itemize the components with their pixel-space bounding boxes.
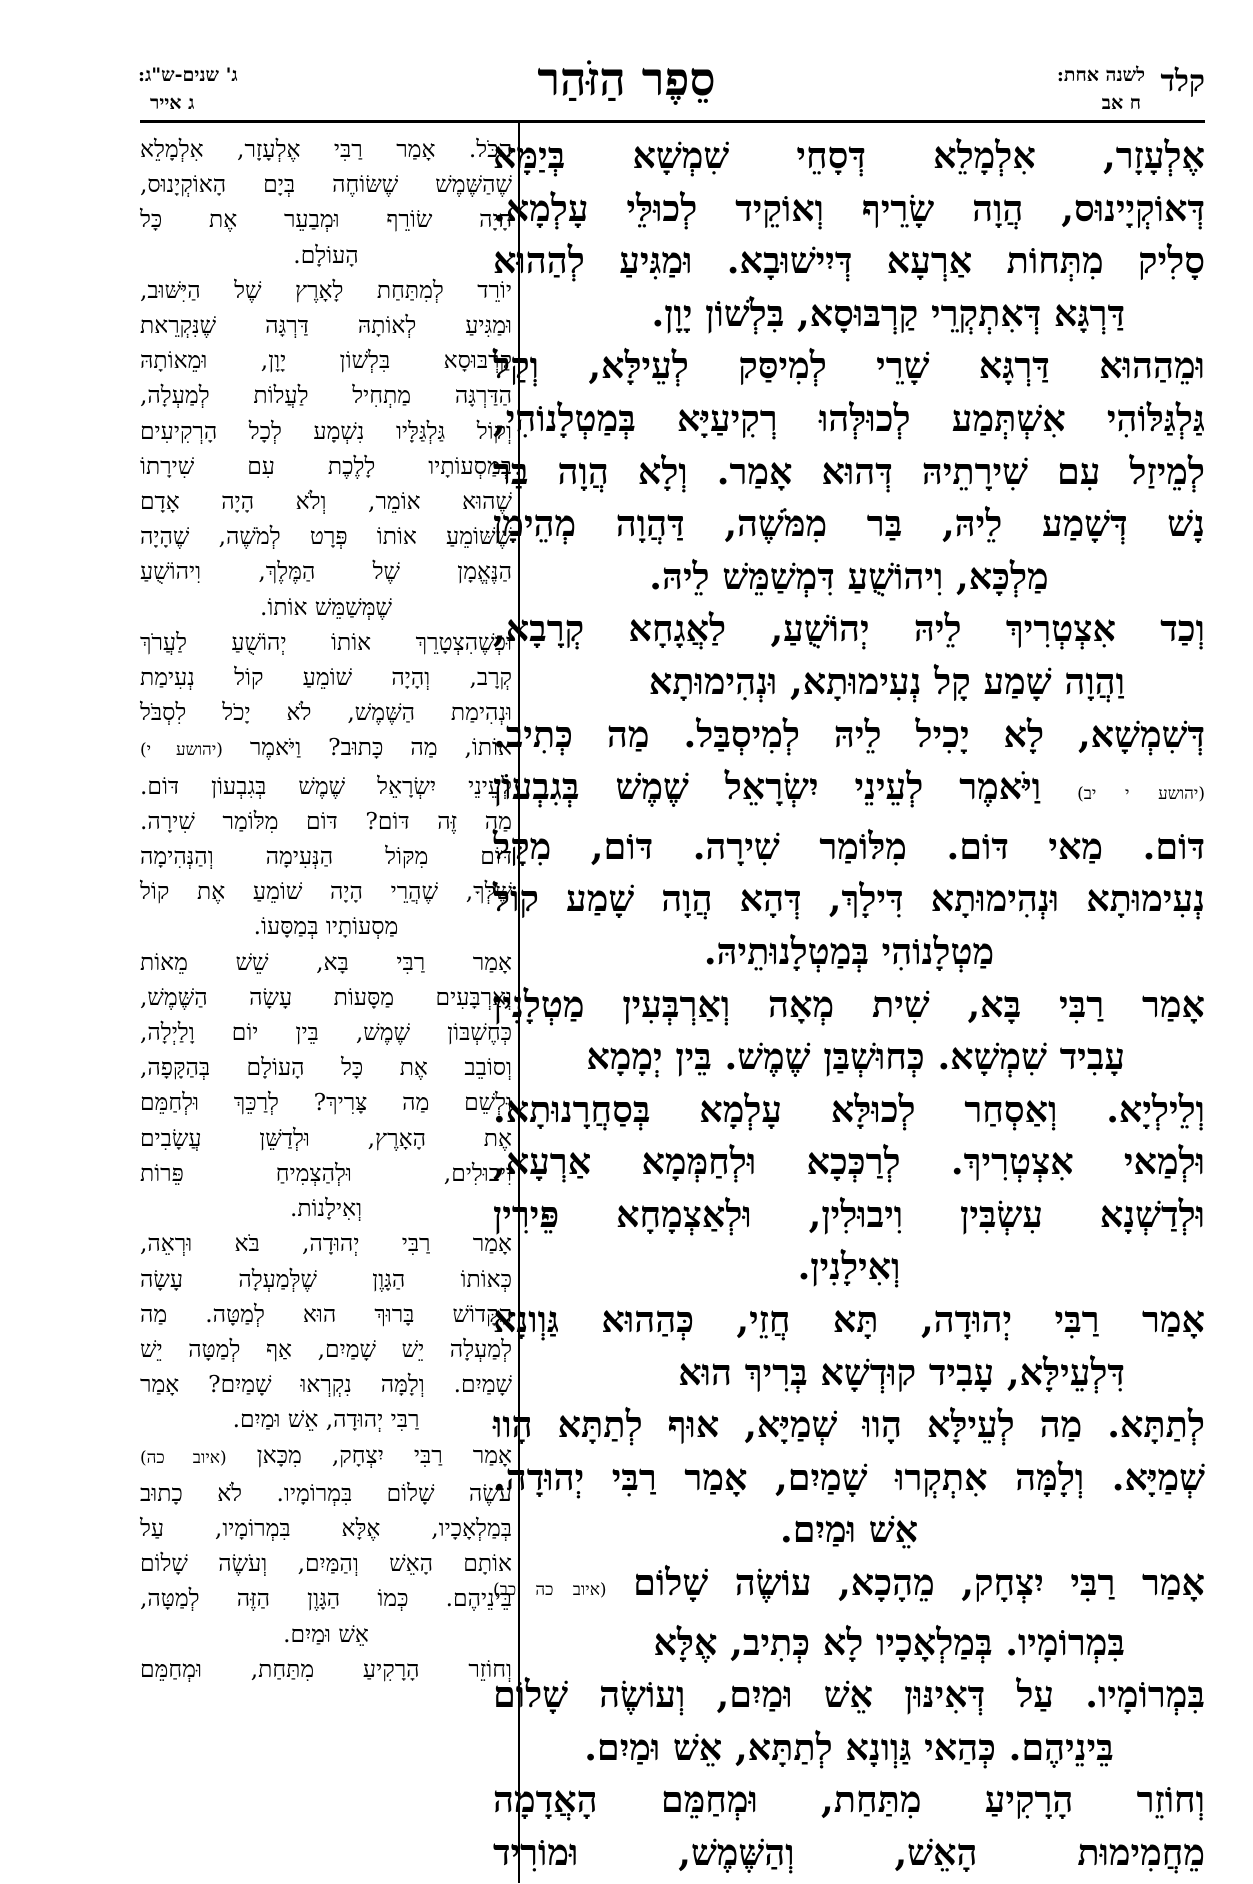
main-line: וּלְדַשְׁנָא עִשְׂבִּין וִיבוּלִין, וּלְאַצְמָחָא פֵּירִין [493, 1192, 1205, 1236]
side-line: יוֹרֵד לְמִתַּחַת לָאָרֶץ שֶׁל הַיִּשּׁוּב, [140, 276, 512, 304]
main-line: וּמֵהַהוּא דַּרְגָּא שָׁרֵי לְמִיסַּק לְעֵילָּא, וְקַל [493, 344, 1205, 388]
main-line: מַלְכָּא, וִיהוֹשֻׁעַ דִּמְשַׁמֵּשׁ לֵיהּ. [649, 554, 1049, 598]
side-line: שָׁמַיִם. וְלָמָּה נִקְרְאוּ שָׁמַיִם? אָמַר [140, 1371, 512, 1399]
side-line: כְּחֶשְׁבּוֹן שֶׁמֶשׁ, בֵּין יוֹם וָלַיְלָה, [140, 1019, 512, 1047]
side-line: קַרְבּוּסָא בִּלְשׁוֹן יָוָן, וּמֵאוֹתָהּ [140, 347, 512, 375]
side-line: וְסוֹבֵב אֶת כָּל הָעוֹלָם בְּהַקָּפָה, [140, 1054, 512, 1082]
side-line: שֶׁמְּשַׁמֵּשׁ אוֹתוֹ. [259, 593, 393, 621]
header-right-line1: לשנה אחת: [1056, 64, 1145, 86]
header-rule [140, 120, 1205, 123]
side-line: שֶׁהַשֶּׁמֶשׁ שֶׁשּׂוֹחֶה בְּיָם הָאוֹקְיָנוּס, [140, 171, 512, 199]
header-left-line2: ג אייר [150, 92, 195, 114]
main-line: מֵחֲמִימוּת הָאֵשׁ, וְהַשֶּׁמֶשׁ, וּמוֹרִיד [493, 1831, 1205, 1874]
main-line-with-ref [493, 1557, 1205, 1617]
side-line: בְּמַסְעוֹתָיו לָלֶכֶת עִם שִׁירָתוֹ [140, 452, 512, 480]
side-line: וִיבוּלִים, וּלְהַצְמִיחַ פֵּרוֹת [140, 1159, 512, 1187]
side-line: לְמַעְלָה יֵשׁ שָׁמַיִם, אַף לְמַטָּה יֵשׁ [140, 1335, 512, 1363]
main-line: אֵשׁ וּמַיִם. [779, 1508, 918, 1552]
main-line: דְּשִׁמְשָׁא, לָא יָכִיל לֵיהּ לְמִיסְבַּל. מַה כְּתִיב. [493, 712, 1205, 756]
main-line: וְאִילָנִין. [797, 1245, 901, 1289]
side-line: הָיָה שׂוֹרֵף וּמְבַעֵר אֶת כָּל [140, 206, 512, 234]
side-line-with-ref [140, 1438, 512, 1476]
side-line: וּנְהִימַת הַשֶּׁמֶשׁ, לֹא יָכֹל לִסְבֹּל [140, 699, 512, 727]
side-line: וְקוֹל גַּלְגַּלָּיו נִשְׁמָע לְכָל הָרְקִיעִים [140, 417, 512, 445]
side-line: אוֹתָם הָאֵשׁ וְהַמַּיִם, וְעֹשֶׂה שָׁלוֹם [140, 1550, 512, 1578]
main-line: דְּאוֹקְיָינוּס, הֲוָה שָׂרֵיף וְאוֹקֵיד לְכוּלֵּי עָלְמָא. [493, 186, 1205, 230]
main-column-aramaic [493, 130, 1205, 1880]
side-line-text: אוֹתוֹ, מַה כָּתוּב? וַיֹּאמֶר [249, 734, 512, 762]
side-line: הַדַּרְגָּה מַתְחִיל לַעֲלוֹת לְמַעְלָה, [140, 382, 512, 410]
side-line: שֶׁלְּךָ, שֶׁהֲרֵי הָיָה שׁוֹמֵעַ אֶת קוֹל [140, 878, 512, 906]
side-line: לְעֵינֵי יִשְׂרָאֵל שֶׁמֶשׁ בְּגִבְעוֹן דּוֹם. [140, 772, 512, 800]
side-line: אֵשׁ וּמַיִם. [283, 1620, 369, 1648]
side-line: שֶׁשּׁוֹמֵעַ אוֹתוֹ פְּרָט לְמֹשֶׁה, שֶׁהָיָה [140, 523, 512, 551]
main-line: בִּמְרוֹמָיו. בְּמַלְאָכָיו לָא כְּתִיב, אֶלָּא [653, 1620, 1125, 1664]
main-line: דַּרְגָּא דְּאִתְקְרֵי קַרְבּוּסָא, בִּלְשׁוֹן יָוָן. [651, 291, 1125, 335]
side-line: הַקָּדוֹשׁ בָּרוּךְ הוּא לְמַטָּה. מַה [140, 1300, 512, 1328]
side-line: עֹשֶׂה שָׁלוֹם בִּמְרוֹמָיו. לֹא כָתוּב [140, 1479, 512, 1507]
side-line: אָמַר רַבִּי בָּא, שֵׁשׁ מֵאוֹת [140, 948, 512, 976]
page-number: קלד [1160, 64, 1205, 99]
side-line: כְּאוֹתוֹ הַגָּוֶן שֶׁלְּמַעְלָה עָשָׂה [140, 1265, 512, 1293]
side-line: בֵּינֵיהֶם. כְּמוֹ הַגָּוֶן הַזֶּה לְמַטָּה, [140, 1585, 512, 1613]
main-line: סָלִיק מִתְּחוֹת אַרְעָא דְּיִישׁוּבָא. וּמַגִּיעַ לְהַהוּא [493, 239, 1205, 283]
page-title: סֵפֶר הַזֹּהַר [537, 52, 716, 106]
main-line: אֶלְעָזָר, אִלְמָלֵא דְּסָחֵי שִׁמְשָׁא בְּיַמָּא [493, 134, 1205, 177]
main-line: אָמַר רַבִּי יְהוּדָה, תָּא חֲזֵי, כְּהַהוּא גַּוְונָא [493, 1298, 1205, 1342]
main-line: בִּמְרוֹמָיו. עַל דְּאִינּוּן אֵשׁ וּמַיִם, וְעוֹשֶׂה שָׁלוֹם [493, 1673, 1205, 1717]
side-line: וְאִילָנוֹת. [289, 1195, 363, 1223]
side-line: הַנֶּאֱמָן שֶׁל הַמֶּלֶךְ, וִיהוֹשֻׁעַ [140, 558, 512, 586]
main-line: לְתַתָּא. מַה לְעֵילָּא הָווּ שְׁמַיָּא, אוּף לְתַתָּא הָווּ [493, 1403, 1205, 1447]
side-line-with-ref [140, 730, 512, 768]
main-line-text: אָמַר רַבִּי יִצְחָק, מֵהָכָא, עוֹשֶׂה שָׁלוֹם [633, 1561, 1205, 1605]
main-line-with-ref [493, 761, 1205, 821]
main-line: עָבִיד שִׁמְשָׁא. כְּחוּשְׁבַּן שֶׁמֶשׁ. בֵּין יְמָמָא [586, 1035, 1125, 1079]
side-line: וְחוֹזֵר הָרָקִיעַ מִתַּחַת, וּמְחַמֵּם [140, 1655, 512, 1683]
main-line: לְמֵיזַל עִם שִׁירָתֵיהּ דְּהוּא אָמַר. וְלָא הֲוָה בַּר [493, 449, 1205, 493]
side-line: וּמַגִּיעַ לְאוֹתָהּ דַּרְגָּה שֶׁנִּקְרֵאת [140, 312, 512, 340]
side-line: מַה זֶּה דּוֹם? דּוֹם מִלּוֹמַר שִׁירָה. [140, 807, 512, 835]
main-line: וְחוֹזֵר הָרָקִיעַ מִתַּחַת, וּמְחַמֵּם הָאֲדָמָה [493, 1778, 1205, 1822]
side-line: בְּמַלְאָכָיו, אֶלָּא בִּמְרוֹמָיו, עַל [140, 1514, 512, 1542]
side-column-hebrew [140, 132, 512, 1687]
main-line: וְלֵילְיָא. וְאַסְחַר לְכוּלָּא עָלְמָא בְּסַחֲרָנוּתָא. [493, 1087, 1205, 1131]
main-line: אָמַר רַבִּי בָּא, שִׁית מְאָה וְאַרְבְּעִין מַטְלָנִין [493, 982, 1205, 1026]
verse-reference: (יהושע י יב) [1077, 784, 1205, 805]
main-line: דּוֹם. מַאי דּוֹם. מִלּוֹמַר שִׁירָה. דּוֹם, מִקָּל [493, 824, 1205, 868]
main-line-text: וַיֹּאמֶר לְעֵינֵי יִשְׂרָאֵל שֶׁמֶשׁ בְּגִבְעוֹן [493, 765, 1042, 809]
main-line: גַּלְגַּלּוֹהִי אִשְׁתְּמַע לְכוּלְּהוּ רְקִיעַיָּא בְּמַטְלָנוֹהִי, [493, 396, 1205, 440]
main-line: נָשׁ דְּשָׁמַע לֵיהּ, בַּר מִמֹּשֶׁה, דַּהֲוָה מְהֵימָן [493, 502, 1205, 546]
side-line: רַבִּי יְהוּדָה, אֵשׁ וּמַיִם. [232, 1406, 420, 1434]
side-line: וּלְשֵׁם מַה צָּרִיךְ? לְרַכֵּךְ וּלְחַמֵּם [140, 1089, 512, 1117]
side-line: שֶׁהוּא אוֹמֵר, וְלֹא הָיָה אָדָם [140, 488, 512, 516]
side-line: הַכֹּל. אָמַר רַבִּי אֶלְעָזָר, אִלְמָלֵא [140, 136, 512, 163]
side-line: מַסְעוֹתָיו בְּמַסָּעוֹ. [253, 913, 399, 941]
side-line: אָמַר רַבִּי יְהוּדָה, בֹּא וּרְאֵה, [140, 1230, 512, 1258]
side-line: וּכְשֶׁהִצְטָרֵךְ אוֹתוֹ יְהוֹשֻׁעַ לַעֲרֹךְ [140, 628, 512, 656]
side-line-text: אָמַר רַבִּי יִצְחָק, מִכָּאן [256, 1441, 513, 1469]
main-line: וַהֲוָה שָׁמַע קָל נְעִימוּתָא, וּנְהִימוּתָא [648, 659, 1125, 703]
side-line: וְאַרְבָּעִים מַסָּעוֹת עָשָׂה הַשֶּׁמֶשׁ, [140, 983, 512, 1011]
main-line: נְעִימוּתָא וּנְהִימוּתָא דִּילָךְ, דְּהָא הֲוָה שָׁמַע קוֹל [493, 877, 1205, 921]
verse-reference: (איוב כה) [140, 1447, 227, 1468]
header-right-line2: ח אב [1101, 92, 1141, 114]
side-line: אֶת הָאָרֶץ, וּלְדַשֵּׁן עֲשָׂבִים [140, 1124, 512, 1152]
main-line: בֵּינֵיהֶם. כְּהַאי גַּוְונָא לְתַתָּא, אֵשׁ וּמַיִם. [584, 1725, 1114, 1769]
main-line: שְׁמַיָּא. וְלָמָּה אִתְקְרוּ שָׁמַיִם, אָמַר רַבִּי יְהוּדָה. [493, 1455, 1205, 1499]
side-line: הָעוֹלָם. [293, 241, 359, 269]
main-line: וְכַד אִצְטְרִיךְ לֵיהּ יְהוֹשֻׁעַ, לַאֲגָחָא קְרָבָא, [493, 607, 1205, 651]
main-line: וּלְמַאי אִצְטְרִיךְ. לְרַכְּכָא וּלְחַמְּמָא אַרְעָא, [493, 1140, 1205, 1184]
header-left-line1: ג' שנים-ש"ג: [138, 64, 238, 86]
side-line: דּוֹם מִקּוֹל הַנְּעִימָה וְהַנְּהִימָה [140, 843, 512, 871]
main-line: דִּלְעֵילָּא, עָבִיד קוּדְשָׁא בְּרִיךְ הוּא [678, 1350, 1125, 1394]
verse-reference: (איוב כה כב) [493, 1580, 607, 1601]
main-line: מַטְלָנוֹהִי בְּמַטְלָנוּתֵיהּ. [703, 929, 995, 973]
side-line: קְרָב, וְהָיָה שׁוֹמֵעַ קוֹל נְעִימַת [140, 664, 512, 692]
verse-reference: (יהושע י) [140, 740, 223, 761]
